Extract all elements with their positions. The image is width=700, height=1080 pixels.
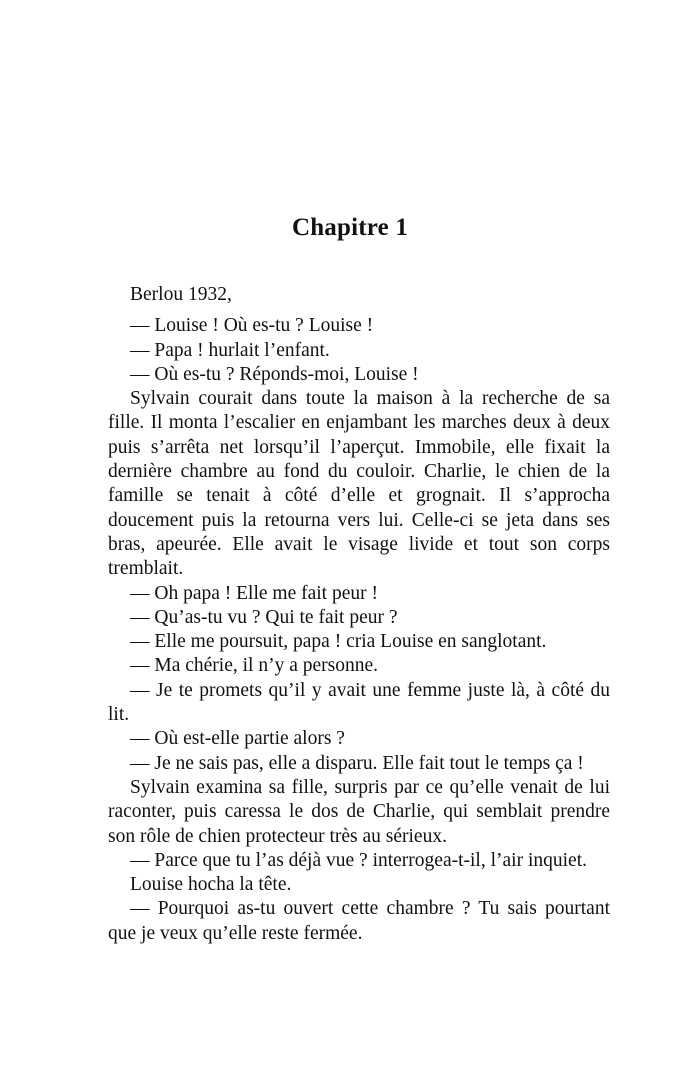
dialogue-line: — Ma chérie, il n’y a personne. <box>130 655 378 677</box>
dialogue-line: — Qu’as-tu vu ? Qui te fait peur ? <box>130 606 398 628</box>
dialogue-line: — Je ne sais pas, elle a disparu. Elle fait tout le temps ça ! <box>130 752 584 774</box>
dialogue-line: — Je te promets qu’il y avait une femme juste là, à côté du lit. <box>108 679 610 726</box>
dialogue-line: — Papa ! hurlait l’enfant. <box>130 339 330 361</box>
dialogue-line: — Parce que tu l’as déjà vue ? interrogea-t-il, l’air inquiet. <box>130 849 587 871</box>
dialogue-line: — Louise ! Où es-tu ? Louise ! <box>130 315 374 337</box>
place-date-line: Berlou 1932, <box>130 284 232 305</box>
dialogue-line: — Oh papa ! Elle me fait peur ! <box>130 582 378 604</box>
narrative-paragraph: Sylvain examina sa fille, surpris par ce qu’elle venait de lui raconter, puis caressa le dos de Charlie, qui semblait prendre son rôle de chien protecteur très au sérieux. <box>108 776 610 847</box>
dialogue-line: — Où es-tu ? Réponds-moi, Louise ! <box>130 363 419 385</box>
dialogue-line: — Où est-elle partie alors ? <box>130 728 345 750</box>
chapter-body <box>108 283 610 946</box>
narrative-paragraph: Sylvain courait dans toute la maison à la recherche de sa fille. Il monta l’escalier en enjambant les marches deux à deux puis s’arrêta net lorsqu’il l’aperçut. Immobile, elle fixait la dernière chambre au fond du couloir. Charlie, le chien de la famille se tenait à côté d’elle et grognait. Il s’approcha doucement puis la retourna vers lui. Celle-ci se jeta dans ses bras, apeurée. Elle avait le visage livide et tout son corps tremblait. <box>108 388 610 580</box>
dialogue-line: — Pourquoi as-tu ouvert cette chambre ? Tu sais pourtant que je veux qu’elle reste fermée. <box>108 898 610 944</box>
chapter-title: Chapitre 1 <box>291 214 409 241</box>
dialogue-line: — Elle me poursuit, papa ! cria Louise en sanglotant. <box>130 631 547 653</box>
narrative-paragraph: Louise hocha la tête. <box>130 874 292 896</box>
